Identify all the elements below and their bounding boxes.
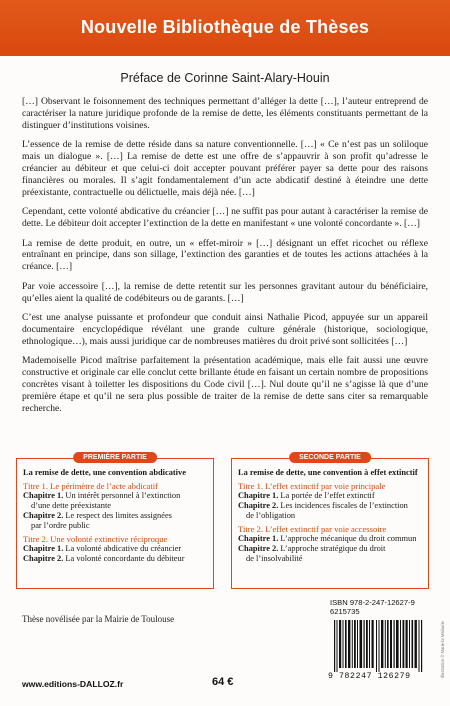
titre-label: Titre 2. Une volonté extinctive réciproque: [23, 534, 168, 544]
titre-label: Titre 2. L’effet extinctif par voie accessoire: [238, 524, 387, 534]
barcode-icon: [330, 620, 428, 672]
chapter-entry: Chapitre 2. Les incidences fiscales de l’extinction de l’obligation: [238, 501, 408, 520]
chapter-entry: Chapitre 2. Le respect des limites assignées par l’ordre public: [23, 511, 172, 530]
product-code: 6215735: [330, 607, 360, 616]
preface-line: Préface de Corinne Saint-Alary-Houin: [120, 71, 330, 85]
part-two-badge: SECONDE PARTIE: [289, 452, 371, 463]
paragraph: La remise de dette produit, en outre, un « effet-miroir » […] désignant un effet ricochet ou réflexe entraînant en principe, dans son sillage, l’extinction des garanties et de toutes les actions attachées à la créance. […]: [22, 237, 428, 273]
paragraph: Mademoiselle Picod maîtrise parfaitement la présentation académique, mais elle fait aussi une œuvre constructive et originale car elle conclut cette brillante étude en faisant un certain nombre de propositions concrètes visant à toiletter les dispositions du Code civil […]. Nul doute qu’il ne s’agisse là que d’une première étape et qu’il ne sera plus possible de traiter de la remise de dette sans citer sa remarquable recherche.: [22, 355, 428, 414]
barcode-number: 9 782247 126279: [328, 672, 411, 681]
these-note: Thèse novélisée par la Mairie de Toulouse: [22, 614, 175, 624]
chapter-entry: Chapitre 1. Un intérêt personnel à l’extinction d’une dette préexistante: [23, 491, 181, 510]
paragraph: L’essence de la remise de dette réside dans sa nature conventionnelle. […] « Ce n’est pas un soliloque mais un dialogue ». […] La remise de dette est une offre de s’appauvrir à son profit qu’adresse le créancier au débiteur et que celui-ci doit accepter pouvant préférer payer sa dette pour des raisons financières ou morales. Il s’agit fondamentalement d’un acte abdicatif destiné à éteindre une dette préexistante, contractuelle ou délictuelle, mais déjà née. […]: [22, 139, 428, 198]
paragraph: […] Observant le foisonnement des techniques permettant d’alléger la dette […], l’auteur entreprend de caractériser la nature juridique profonde de la remise de dette, les éléments constituants permettant de la distinguer d’institutions voisines.: [22, 96, 428, 131]
isbn-number: ISBN 978-2-247-12627-9: [330, 598, 415, 607]
header-band: [0, 0, 450, 56]
part-one-box: [16, 454, 214, 589]
part-two-heading: La remise de dette, une convention à effet extinctif: [238, 468, 418, 477]
chapter-entry: Chapitre 1. La volonté abdicative du créancier: [23, 544, 182, 553]
back-cover-text: [22, 96, 428, 422]
isbn-block: [330, 598, 430, 616]
chapter-entry: Chapitre 1. L’approche mécanique du droit commun: [238, 534, 417, 543]
paragraph: C’est une analyse puissante et profondeur que conduit ainsi Nathalie Picod, appuyée sur un appareil documentaire encyclopédique révélant une grande culture générale (historique, sociologique, ethnologique…), mais aussi juridique car de nombreuses matières du droit privé sont sollicitées […]: [22, 312, 428, 347]
chapter-entry: Chapitre 1. La portée de l’effet extinctif: [238, 491, 375, 500]
paragraph: Cependant, cette volonté abdicative du créancier […] ne suffit pas pour autant à caractériser la remise de dette. Le débiteur doit accepter l’extinction de la dette en manifestant « une volonté concordante ». […]: [22, 206, 428, 230]
titre-label: Titre 1. Le périmètre de l’acte abdicatif: [23, 481, 158, 491]
publisher-website: www.editions-DALLOZ.fr: [22, 679, 124, 689]
series-title: Nouvelle Bibliothèque de Thèses: [80, 17, 370, 37]
paragraph: Par voie accessoire […], la remise de dette retentit sur les personnes gravitant autour du bénéficiaire, qu’elles aient la qualité de codébiteurs ou de garants. […]: [22, 280, 428, 304]
titre-label: Titre 1. L’effet extinctif par voie principale: [238, 481, 386, 491]
part-two-box: [231, 454, 429, 589]
chapter-entry: Chapitre 2. L’approche stratégique du droit de l’insolvabilité: [238, 544, 386, 563]
part-one-heading: La remise de dette, une convention abdicative: [23, 468, 186, 477]
chapter-entry: Chapitre 2. La volonté concordante du débiteur: [23, 554, 185, 563]
part-one-badge: PREMIÈRE PARTIE: [73, 452, 157, 463]
price-label: 64 €: [212, 676, 234, 688]
illustration-credit: Illustration © Marie-la Malaurie: [440, 621, 445, 678]
